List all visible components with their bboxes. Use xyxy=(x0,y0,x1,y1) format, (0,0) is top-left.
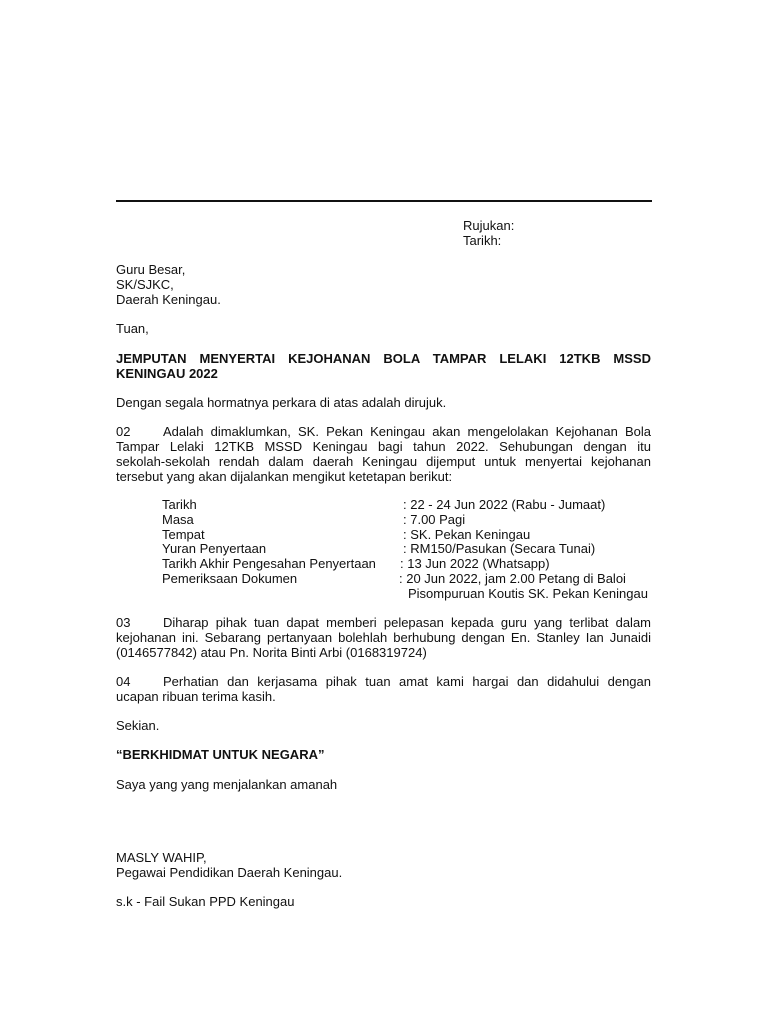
detail-label: Tarikh xyxy=(162,497,197,512)
opening-sentence: Dengan segala hormatnya perkara di atas adalah dirujuk. xyxy=(116,395,447,410)
paragraph-04 xyxy=(116,674,651,704)
detail-value: : 13 Jun 2022 (Whatsapp) xyxy=(400,556,550,571)
recipient-line: Daerah Keningau. xyxy=(116,292,221,307)
motto: “BERKHIDMAT UNTUK NEGARA” xyxy=(116,747,325,762)
detail-label: Masa xyxy=(162,512,194,527)
paragraph-02 xyxy=(116,424,651,484)
letter-subject xyxy=(116,351,651,381)
detail-value: : SK. Pekan Keningau xyxy=(403,527,531,542)
closing: Sekian. xyxy=(116,718,160,733)
recipient-line: Guru Besar, xyxy=(116,262,186,277)
paragraph-number: 02 xyxy=(116,424,131,439)
detail-value: : 20 Jun 2022, jam 2.00 Petang di Baloi xyxy=(399,571,626,586)
salutation: Tuan, xyxy=(116,321,149,336)
detail-value: : 22 - 24 Jun 2022 (Rabu - Jumaat) xyxy=(403,497,606,512)
detail-value: : RM150/Pasukan (Secara Tunai) xyxy=(403,541,596,556)
signatory-title: Pegawai Pendidikan Daerah Keningau. xyxy=(116,865,343,880)
subject-line: KENINGAU 2022 xyxy=(116,366,218,381)
detail-label: Tarikh Akhir Pengesahan Penyertaan xyxy=(162,556,376,571)
paragraph-line xyxy=(116,674,651,689)
header-rule xyxy=(116,200,652,202)
paragraph-line: sekolah-sekolah rendah dalam daerah Keningau dijemput untuk menyertai kejohanan xyxy=(116,454,651,469)
detail-value: Pisompuruan Koutis SK. Pekan Keningau xyxy=(408,586,648,601)
recipient-address xyxy=(116,262,651,307)
trust-statement: Saya yang yang menjalankan amanah xyxy=(116,777,338,792)
paragraph-number: 03 xyxy=(116,615,131,630)
signatory-name: MASLY WAHIP, xyxy=(116,850,207,865)
paragraph-line: kejohanan ini. Sebarang pertanyaan bolehlah berhubung dengan En. Stanley Ian Junaidi xyxy=(116,630,651,645)
paragraph-text: Adalah dimaklumkan, SK. Pekan Keningau akan mengelolakan Kejohanan Bola xyxy=(163,424,651,439)
paragraph-text: Perhatian dan kerjasama pihak tuan amat kami hargai dan didahului dengan xyxy=(163,674,651,689)
detail-label: Tempat xyxy=(162,527,205,542)
date-label: Tarikh: xyxy=(463,233,502,248)
paragraph-text: Diharap pihak tuan dapat memberi pelepasan kepada guru yang terlibat dalam xyxy=(163,615,651,630)
detail-label: Pemeriksaan Dokumen xyxy=(162,571,298,586)
paragraph-line: tersebut yang akan dijalankan mengikut ketetapan berikut: xyxy=(116,469,453,484)
paragraph-line: Tampar Lelaki 12TKB MSSD Keningau bagi tahun 2022. Sehubungan dengan itu xyxy=(116,439,651,454)
paragraph-line: ucapan ribuan terima kasih. xyxy=(116,689,276,704)
detail-label: Yuran Penyertaan xyxy=(162,541,267,556)
reference-label: Rujukan: xyxy=(463,218,515,233)
detail-value: : 7.00 Pagi xyxy=(403,512,466,527)
carbon-copy: s.k - Fail Sukan PPD Keningau xyxy=(116,894,295,909)
paragraph-line xyxy=(116,615,651,630)
paragraph-line xyxy=(116,424,651,439)
paragraph-line: (0146577842) atau Pn. Norita Binti Arbi (0168319724) xyxy=(116,645,427,660)
recipient-line: SK/SJKC, xyxy=(116,277,174,292)
signature-block xyxy=(116,850,651,880)
paragraph-03 xyxy=(116,615,651,660)
paragraph-number: 04 xyxy=(116,674,131,689)
subject-line: JEMPUTAN MENYERTAI KEJOHANAN BOLA TAMPAR LELAKI 12TKB MSSD xyxy=(116,351,651,366)
